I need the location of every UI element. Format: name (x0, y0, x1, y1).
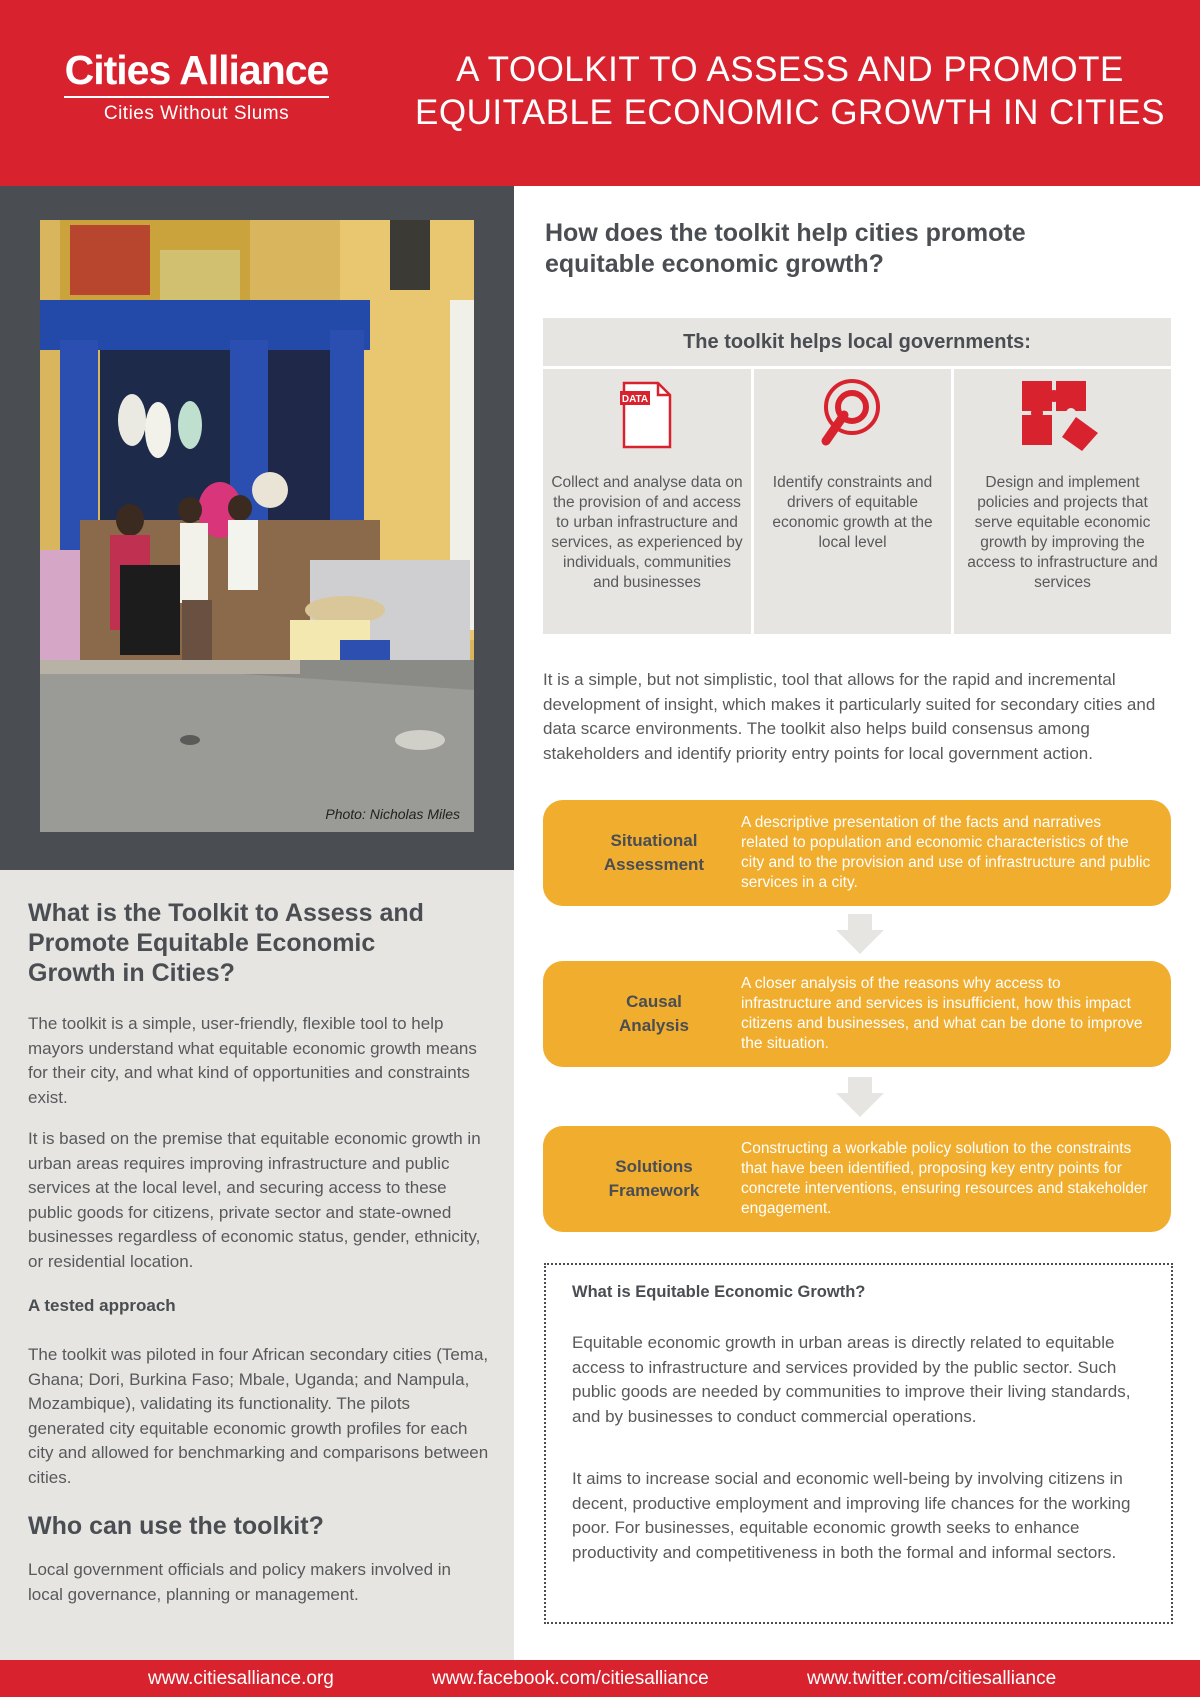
equitable-growth-definition-box (544, 1263, 1173, 1624)
header-banner (0, 0, 1200, 186)
helps-item-text: Design and implement policies and projects that serve equitable economic growth by improving the access to infrastructure and services (967, 474, 1158, 591)
step-label-line: Framework (608, 1181, 700, 1200)
step-situational-assessment (543, 800, 1171, 906)
magnifier-icon (820, 379, 890, 454)
cities-alliance-logo[interactable] (64, 46, 329, 126)
helps-item-collect-data (543, 369, 751, 634)
heading-line: Promote Equitable Economic (28, 929, 376, 957)
down-arrow-icon (836, 1077, 884, 1122)
definition-paragraph-2: It aims to increase social and economic well-being by involving citizens in decent, productive employment and improving life chances for the working poor. For businesses, equitable economic growth seeks to enhance productivity and competitiveness in both the formal and informal sectors. (572, 1469, 1131, 1562)
step-label (543, 1126, 765, 1232)
step-description: Constructing a workable policy solution to the constraints that have been identified, proposing key entry points for concrete interventions, ensuring resources and stakeholder engagement. (741, 1140, 1148, 1217)
step-description: A descriptive presentation of the facts and narratives related to population and economic characteristics of the city and to the provision and use of infrastructure and public services in a city. (741, 814, 1151, 891)
tested-approach-heading: A tested approach (28, 1296, 176, 1315)
tested-approach-paragraph: The toolkit was piloted in four African secondary cities (Tema, Ghana; Dori, Burkina Faso; Mbale, Uganda; and Nampula, Mozambique), validating its functionality. The pilots generated city equitable economic growth profiles for each city and allowed for benchmarking and comparisons between cities. (28, 1345, 489, 1487)
step-label-line: Situational (610, 831, 698, 850)
what-is-toolkit-paragraph-2: It is based on the premise that equitable economic growth in urban areas requires improving infrastructure and public services at the local level, and securing access to these public goods for citizens, private sector and state-owned businesses regardless of economic status, gender, ethnicity, or residential location. (28, 1129, 481, 1271)
heading-line: equitable economic growth? (545, 250, 884, 278)
footer-bar (0, 1660, 1200, 1697)
toolkit-helps-title: The toolkit helps local governments: (683, 331, 1031, 353)
step-causal-analysis (543, 961, 1171, 1067)
how-toolkit-helps-heading (545, 218, 1145, 280)
document-title-line-1: A TOOLKIT TO ASSESS AND PROMOTE (456, 50, 1124, 89)
step-description: A closer analysis of the reasons why access to infrastructure and services is insufficient, how this impact citizens and businesses, and what can be done to improve the situation. (741, 975, 1143, 1052)
heading-line: How does the toolkit help cities promote (545, 219, 1026, 247)
facebook-link[interactable]: www.facebook.com/citiesalliance (432, 1668, 709, 1689)
data-document-icon (620, 379, 674, 456)
definition-paragraph-1: Equitable economic growth in urban areas is directly related to equitable access to infrastructure and services provided by the public sector. Such public goods are needed by communities to improve their living standards, and by businesses to conduct commercial operations. (572, 1333, 1131, 1426)
step-label (543, 961, 765, 1067)
puzzle-icon (1020, 379, 1100, 458)
step-label-line: Assessment (603, 855, 705, 874)
who-can-use-paragraph: Local government officials and policy makers involved in local governance, planning or management. (28, 1560, 452, 1604)
toolkit-intro-paragraph: It is a simple, but not simplistic, tool that allows for the rapid and incremental development of insight, which makes it particularly suited for secondary cities and data scarce environments. The toolkit also helps build consensus among stakeholders and identify priority entry points for local government action. (543, 670, 1156, 763)
photo-credit: Photo: Nicholas Miles (325, 806, 460, 822)
logo-name: Cities Alliance (64, 47, 329, 93)
what-is-toolkit-heading (28, 898, 498, 988)
logo-divider (64, 96, 329, 98)
down-arrow-icon (836, 914, 884, 959)
who-can-use-heading: Who can use the toolkit? (28, 1512, 324, 1540)
step-label-line: Solutions (615, 1157, 693, 1176)
step-label-line: Analysis (619, 1016, 689, 1035)
document-title (410, 48, 1170, 134)
toolkit-helps-panel (543, 318, 1171, 634)
market-stall-photo (40, 220, 474, 832)
website-link[interactable]: www.citiesalliance.org (148, 1668, 334, 1689)
step-label (543, 800, 765, 906)
helps-item-text: Identify constraints and drivers of equitable economic growth at the local level (772, 474, 933, 551)
logo-tagline: Cities Without Slums (103, 103, 290, 124)
twitter-link[interactable]: www.twitter.com/citiesalliance (807, 1668, 1057, 1689)
helps-item-design-policies (954, 369, 1171, 634)
heading-line: What is the Toolkit to Assess and (28, 899, 424, 927)
definition-title: What is Equitable Economic Growth? (572, 1283, 866, 1301)
heading-line: Growth in Cities? (28, 959, 235, 987)
helps-item-identify-constraints (754, 369, 951, 634)
document-title-line-2: EQUITABLE ECONOMIC GROWTH IN CITIES (415, 93, 1165, 132)
what-is-toolkit-paragraph-1: The toolkit is a simple, user-friendly, flexible tool to help mayors understand what equitable economic growth means for their city, and what kind of opportunities and constraints exist. (28, 1014, 477, 1107)
helps-item-text: Collect and analyse data on the provision of and access to urban infrastructure and services, as experienced by individuals, communities and businesses (551, 474, 743, 591)
step-label-line: Causal (626, 992, 682, 1011)
data-icon-label: DATA (621, 394, 649, 405)
step-solutions-framework (543, 1126, 1171, 1232)
